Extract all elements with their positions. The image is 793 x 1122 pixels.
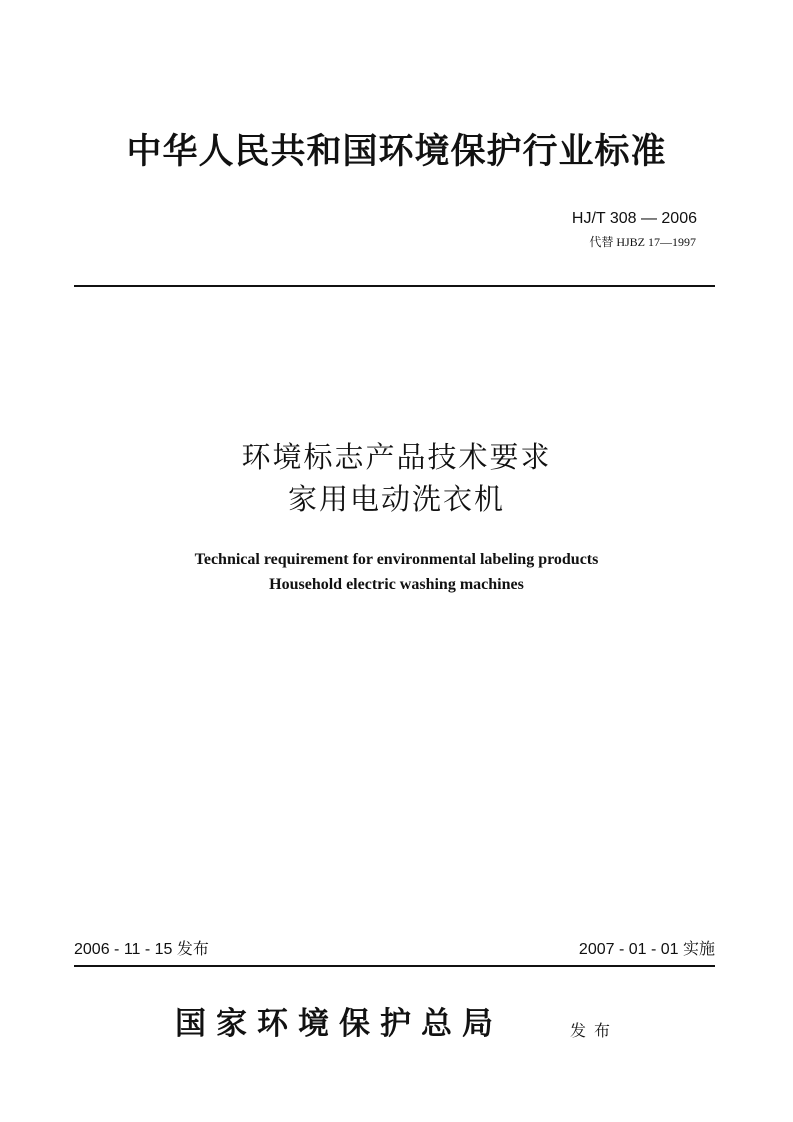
english-title-line-1: Technical requirement for environmental labeling products [194,551,599,568]
chinese-title-line-2: 家用电动洗衣机 [287,482,505,516]
chinese-title-line-1: 环境标志产品技术要求 [241,440,552,474]
issuing-authority-suffix: 发布 [570,1021,619,1040]
standard-number: HJ/T 308 — 2006 [571,210,697,227]
top-divider [74,285,715,287]
standard-category-title: 中华人民共和国环境保护行业标准 [126,131,667,172]
issuing-authority: 国家环境保护总局 [175,1006,503,1042]
bottom-divider [74,965,715,967]
issue-date: 2006 - 11 - 15 发布 [74,941,209,958]
implementation-date: 2007 - 01 - 01 实施 [578,941,715,958]
replaces-standard: 代替 HJBZ 17—1997 [589,235,696,249]
english-title-line-2: Household electric washing machines [269,576,524,593]
